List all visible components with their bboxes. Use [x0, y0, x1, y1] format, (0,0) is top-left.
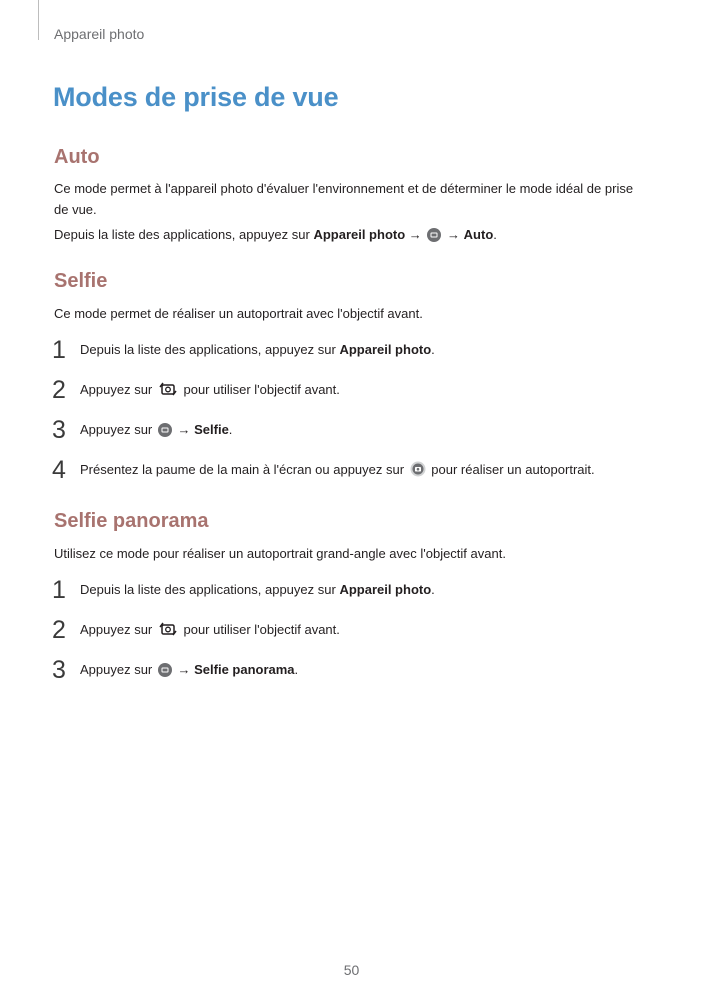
switch-camera-icon	[158, 621, 178, 637]
section-heading-selfie-panorama: Selfie panorama	[54, 510, 209, 532]
section-heading-auto: Auto	[54, 146, 100, 168]
selfie-panorama-description: Utilisez ce mode pour réaliser un autoportrait grand-angle avec l'objectif avant.	[54, 546, 506, 561]
running-header: Appareil photo	[54, 26, 145, 42]
mode-icon	[158, 423, 172, 437]
mode-icon	[158, 663, 172, 677]
page-margin-rule	[38, 0, 39, 40]
mode-icon	[427, 228, 441, 242]
section-heading-selfie: Selfie	[54, 270, 108, 292]
camera-shutter-icon	[410, 461, 426, 477]
auto-instructions: Depuis la liste des applications, appuyez sur Appareil photo → → Auto.	[54, 227, 497, 242]
page-number: 50	[343, 962, 360, 978]
auto-description: Ce mode permet à l'appareil photo d'évaluer l'environnement et de déterminer le mode idéal de prise de vue.	[54, 181, 634, 217]
selfie-description: Ce mode permet de réaliser un autoportrait avec l'objectif avant.	[54, 306, 423, 321]
switch-camera-icon	[158, 381, 178, 397]
page-title: Modes de prise de vue	[53, 82, 339, 112]
